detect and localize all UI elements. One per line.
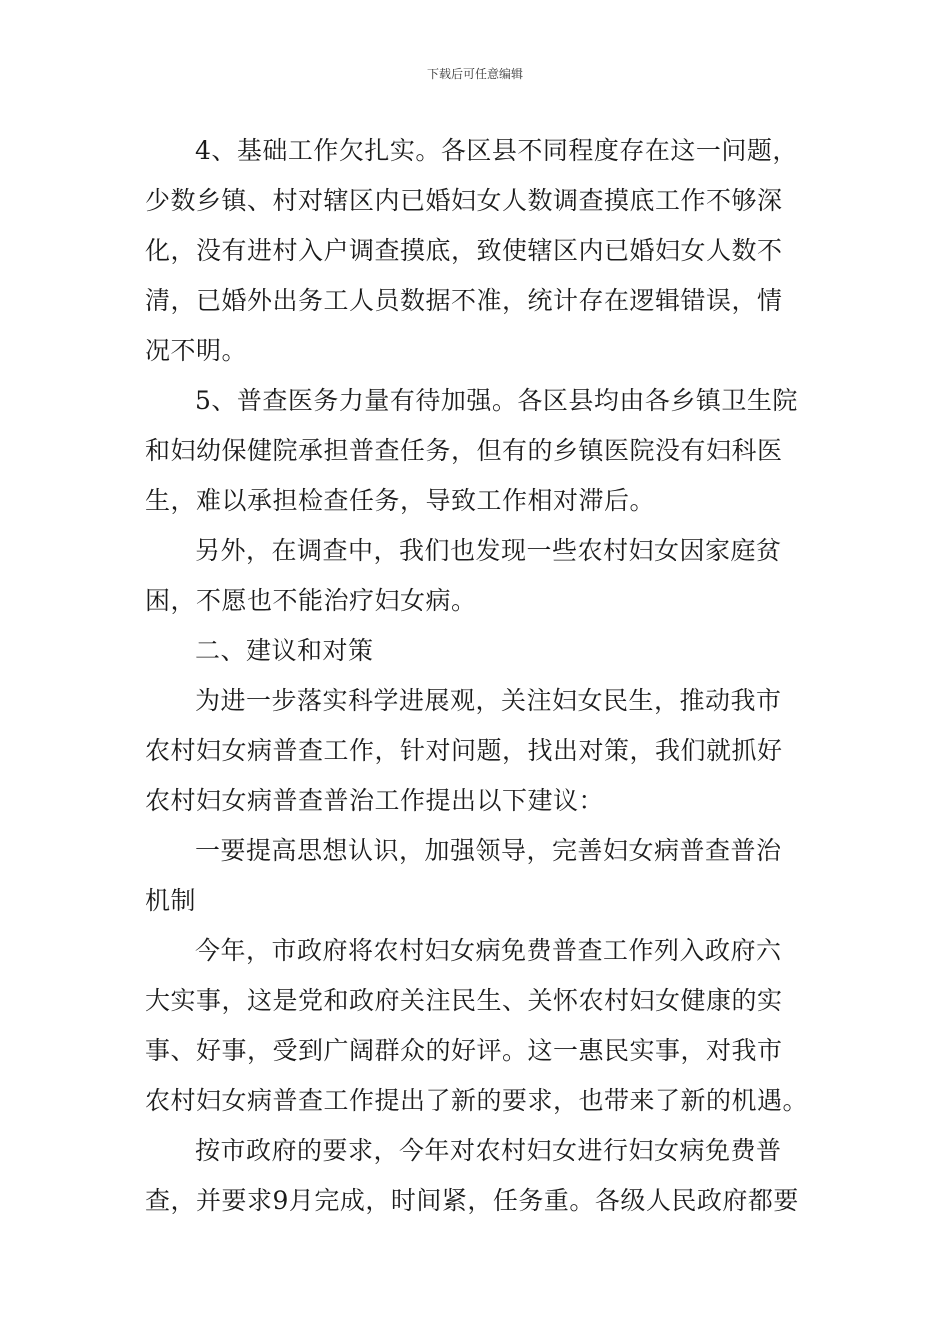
text-line: 大实事，这是党和政府关注民生、关怀农村妇女健康的实	[145, 986, 783, 1015]
text-line: 困，不愿也不能治疗妇女病。	[145, 586, 477, 615]
text-line: 农村妇女病普查工作，针对问题，找出对策，我们就抓好	[145, 736, 783, 765]
text-line: 化，没有进村入户调查摸底，致使辖区内已婚妇女人数不	[145, 236, 783, 265]
paragraph-poverty	[145, 526, 809, 626]
text-line: 况不明。	[145, 336, 248, 365]
text-line: 为进一步落实科学进展观，关注妇女民生，推动我市	[195, 686, 782, 715]
subheading-first-suggestion	[145, 826, 809, 926]
paragraph-medical-staff	[145, 376, 809, 526]
text-line: 查，并要求9月完成，时间紧，任务重。各级人民政府都要	[145, 1186, 799, 1215]
text-line: 少数乡镇、村对辖区内已婚妇女人数调查摸底工作不够深	[145, 186, 783, 215]
text-line: 事、好事，受到广阔群众的好评。这一惠民实事，对我市	[145, 1036, 783, 1065]
text-line: 农村妇女病普查工作提出了新的要求，也带来了新的机遇。	[145, 1086, 809, 1115]
paragraph-this-year	[145, 926, 809, 1126]
section-heading-suggestions	[145, 626, 809, 676]
paragraph-intro-suggestions	[145, 676, 809, 826]
paragraph-government-requirement	[145, 1126, 809, 1226]
paragraph-basic-work	[145, 126, 809, 376]
text-line: 生，难以承担检查任务，导致工作相对滞后。	[145, 486, 656, 515]
text-line: 4、基础工作欠扎实。各区县不同程度存在这一问题，	[195, 136, 798, 165]
document-body	[145, 126, 809, 1226]
text-line: 机制	[145, 886, 197, 915]
page-header: 下载后可任意编辑	[426, 67, 523, 81]
text-line: 今年，市政府将农村妇女病免费普查工作列入政府六	[195, 936, 782, 965]
text-line: 清，已婚外出务工人员数据不准，统计存在逻辑错误，情	[145, 286, 783, 315]
text-line: 二、建议和对策	[195, 636, 374, 665]
text-line: 农村妇女病普查普治工作提出以下建议：	[145, 786, 605, 815]
text-line: 一要提高思想认识，加强领导，完善妇女病普查普治	[195, 836, 782, 865]
text-line: 按市政府的要求，今年对农村妇女进行妇女病免费普	[195, 1136, 782, 1165]
text-line: 5、普查医务力量有待加强。各区县均由各乡镇卫生院	[195, 386, 798, 415]
text-line: 和妇幼保健院承担普查任务，但有的乡镇医院没有妇科医	[145, 436, 783, 465]
text-line: 另外，在调查中，我们也发现一些农村妇女因家庭贫	[195, 536, 782, 565]
